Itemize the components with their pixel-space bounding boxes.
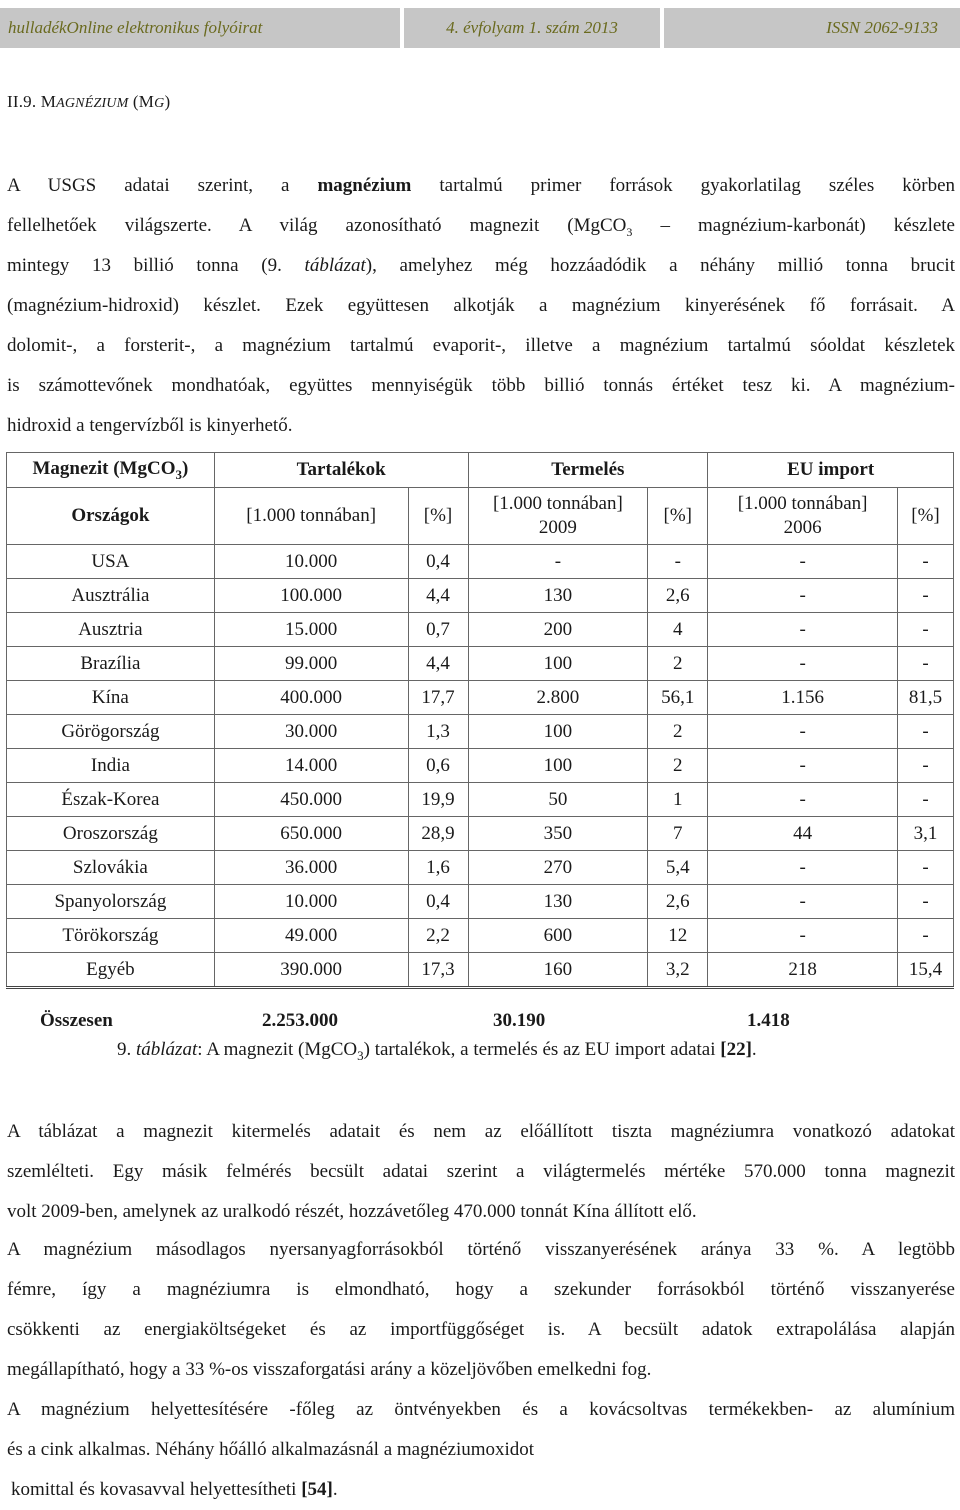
table-cell: - [897, 919, 953, 953]
table-cell: 450.000 [214, 783, 408, 817]
table-cell: 49.000 [214, 919, 408, 953]
paragraph-table-note [7, 1112, 955, 1232]
table-cell: - [897, 545, 953, 579]
table-cell: 218 [708, 953, 898, 988]
table-cell: 44 [708, 817, 898, 851]
table-cell: Egyéb [7, 953, 215, 988]
table-cell: Brazília [7, 647, 215, 681]
header-mineral: Magnezit (MgCO$_3$) [7, 453, 215, 488]
table-cell: - [708, 613, 898, 647]
section-number: II.9. [7, 92, 41, 111]
table-cell: - [468, 545, 648, 579]
table-cell: 10.000 [214, 885, 408, 919]
bold-term: magnézium [317, 175, 412, 196]
text-line: A USGS adatai szerint, a magnézium tartalmú primer források gyakorlatilag széles körben [7, 175, 955, 196]
table-cell: 36.000 [214, 851, 408, 885]
table-caption: 9. táblázat: A magnezit (MgCO$_3$) tartalékok, a termelés és az EU import adatai [22]. [117, 1039, 757, 1063]
table-cell: 28,9 [408, 817, 468, 851]
text-line: A magnézium helyettesítésére -főleg az öntvényekben és a kovácsoltvas termékekben- az alumínium [7, 1399, 955, 1420]
header-countries: Országok [7, 488, 215, 545]
table-cell: 100 [468, 749, 648, 783]
paragraph-intro [7, 166, 955, 446]
section-title-part: AGNÉZIUM [56, 96, 129, 111]
text-line: A magnézium másodlagos nyersanyagforrásokból történő visszanyerésének aránya 33 %. A legtöbb [7, 1239, 955, 1260]
text-line: fémre, így a magnéziumra is elmondható, hogy a szekunder forrásokból történő visszanyerése [7, 1279, 955, 1300]
paragraph-recycling [7, 1230, 955, 1390]
table-cell: 2,6 [648, 579, 708, 613]
table-row [7, 783, 954, 817]
table-cell: 99.000 [214, 647, 408, 681]
header-reserves-unit: [1.000 tonnában] [214, 488, 408, 545]
table-cell: 200 [468, 613, 648, 647]
table-cell: 100 [468, 715, 648, 749]
table-cell: - [897, 783, 953, 817]
table-cell: 50 [468, 783, 648, 817]
table-cell: 17,7 [408, 681, 468, 715]
text-line: fellelhetőek világszerte. A világ azonosítható magnezit (MgCO$_3$ – magnézium-karbonát) készlete [7, 215, 955, 239]
table-row [7, 749, 954, 783]
text-line: szemlélteti. Egy másik felmérés becsült adatai szerint a világtermelés mértéke 570.000 tonna magnezit [7, 1161, 955, 1182]
citation: [54] [301, 1479, 333, 1500]
header-import-unit: [1.000 tonnában] 2006 [708, 488, 898, 545]
table-header-row [7, 453, 954, 488]
header-eu-import: EU import [708, 453, 954, 488]
table-cell: USA [7, 545, 215, 579]
text-line: és a cink alkalmas. Néhány hőálló alkalmazásnál a magnéziumoxidot [7, 1439, 535, 1460]
table-cell: 2 [648, 749, 708, 783]
section-title-part: (M [128, 92, 155, 111]
table-row [7, 613, 954, 647]
table-cell: - [708, 715, 898, 749]
table-cell: 350 [468, 817, 648, 851]
table-cell: 2.800 [468, 681, 648, 715]
table-cell: 17,3 [408, 953, 468, 988]
table-cell: Törökország [7, 919, 215, 953]
total-label: Összesen [40, 1010, 113, 1031]
page-header [0, 8, 960, 48]
table-cell: Oroszország [7, 817, 215, 851]
table-cell: 600 [468, 919, 648, 953]
table-cell: - [708, 579, 898, 613]
text-line: megállapítható, hogy a 33 %-os visszaforgatási arány a közeljövőben emelkedni fog. [7, 1359, 652, 1380]
table-cell: 650.000 [214, 817, 408, 851]
table-cell: India [7, 749, 215, 783]
section-title-part: M [40, 92, 57, 111]
table-body [7, 545, 954, 988]
table-cell: 15,4 [897, 953, 953, 988]
table-cell: 0,4 [408, 545, 468, 579]
table-cell: 1.156 [708, 681, 898, 715]
table-cell: 2 [648, 647, 708, 681]
table-cell: - [897, 647, 953, 681]
table-cell: 130 [468, 885, 648, 919]
table-row [7, 953, 954, 988]
table-cell: 3,1 [897, 817, 953, 851]
text-line: dolomit-, a forsterit-, a magnézium tartalmú evaporit-, illetve a magnézium tartalmú sóoldat készletek [7, 335, 955, 356]
text-line: A táblázat a magnezit kitermelés adatait és nem az előállított tiszta magnéziumra vonatkozó adatokat [7, 1121, 955, 1142]
table-cell: Görögország [7, 715, 215, 749]
table-row [7, 545, 954, 579]
table-total-row [0, 1010, 960, 1034]
journal-name: hulladékOnline elektronikus folyóirat [0, 8, 400, 48]
table-row [7, 851, 954, 885]
table-cell: 81,5 [897, 681, 953, 715]
text-line: volt 2009-ben, amelynek az uralkodó részét, hozzávetőleg 470.000 tonnát Kína állított elő. [7, 1201, 697, 1222]
table-cell: 100 [468, 647, 648, 681]
table-cell: - [897, 579, 953, 613]
table-row [7, 715, 954, 749]
total-production: 30.190 [493, 1010, 546, 1031]
header-production: Termelés [468, 453, 708, 488]
table-cell: 4,4 [408, 579, 468, 613]
table-cell: 1 [648, 783, 708, 817]
table-cell: Ausztrália [7, 579, 215, 613]
table-cell: Spanyolország [7, 885, 215, 919]
table-cell: 56,1 [648, 681, 708, 715]
table-cell: 10.000 [214, 545, 408, 579]
table-subheader-row [7, 488, 954, 545]
table-cell: - [648, 545, 708, 579]
table-cell: - [708, 545, 898, 579]
table-cell: 14.000 [214, 749, 408, 783]
header-reserves-pct: [%] [408, 488, 468, 545]
section-title-part: G [154, 96, 165, 111]
table-cell: - [897, 715, 953, 749]
table-cell: 12 [648, 919, 708, 953]
table-cell: 4,4 [408, 647, 468, 681]
table-cell: 7 [648, 817, 708, 851]
text-line: (magnézium-hidroxid) készlet. Ezek együttesen alkotják a magnézium kinyerésének fő forrásait. A [7, 295, 955, 316]
header-import-pct: [%] [897, 488, 953, 545]
table-row [7, 647, 954, 681]
table-cell: 0,4 [408, 885, 468, 919]
table-row [7, 817, 954, 851]
table-row [7, 579, 954, 613]
table-cell: - [708, 749, 898, 783]
issue-info: 4. évfolyam 1. szám 2013 [404, 8, 660, 48]
table-row [7, 885, 954, 919]
header-production-pct: [%] [648, 488, 708, 545]
section-title [7, 92, 170, 112]
magnesite-table [6, 452, 954, 989]
table-cell: - [897, 851, 953, 885]
header-reserves: Tartalékok [214, 453, 468, 488]
table-cell: - [897, 613, 953, 647]
table-cell: Ausztria [7, 613, 215, 647]
text-line: is számottevőnek mondhatóak, együttes mennyiségük több billió tonnás értéket tesz ki. A magnézium- [7, 375, 955, 396]
total-reserves: 2.253.000 [262, 1010, 338, 1031]
table-cell: 2 [648, 715, 708, 749]
table-cell: 270 [468, 851, 648, 885]
table-cell: - [708, 885, 898, 919]
table-cell: 1,3 [408, 715, 468, 749]
table-cell: 2,2 [408, 919, 468, 953]
table-cell: 390.000 [214, 953, 408, 988]
text-line: csökkenti az energiaköltségeket és az importfüggőséget is. A becsült adatok extrapolálása alapján [7, 1319, 955, 1340]
table-cell: Szlovákia [7, 851, 215, 885]
text-line: mintegy 13 billió tonna (9. táblázat), amelyhez még hozzáadódik a néhány millió tonna brucit [7, 255, 955, 276]
table-cell: - [708, 783, 898, 817]
table-cell: 15.000 [214, 613, 408, 647]
table-cell: 4 [648, 613, 708, 647]
table-cell: Észak-Korea [7, 783, 215, 817]
section-title-part: ) [164, 92, 171, 111]
table-cell: 0,6 [408, 749, 468, 783]
table-cell: 100.000 [214, 579, 408, 613]
table-cell: 1,6 [408, 851, 468, 885]
table-cell: 3,2 [648, 953, 708, 988]
table-reference: táblázat [304, 255, 366, 276]
table-cell: 5,4 [648, 851, 708, 885]
header-production-unit: [1.000 tonnában] 2009 [468, 488, 648, 545]
table-cell: - [897, 749, 953, 783]
table-row [7, 919, 954, 953]
citation: [22] [720, 1039, 752, 1060]
table-cell: 30.000 [214, 715, 408, 749]
table-cell: 160 [468, 953, 648, 988]
text-line: hidroxid a tengervízből is kinyerhető. [7, 415, 293, 436]
table-cell: 400.000 [214, 681, 408, 715]
table-cell: 2,6 [648, 885, 708, 919]
table-cell: Kína [7, 681, 215, 715]
table-cell: 0,7 [408, 613, 468, 647]
total-import: 1.418 [747, 1010, 790, 1031]
table-cell: - [708, 919, 898, 953]
table-cell: 19,9 [408, 783, 468, 817]
paragraph-substitution-end: komittal és kovasavval helyettesítheti [54]. [11, 1479, 338, 1500]
paragraph-substitution [7, 1390, 955, 1470]
table-row [7, 681, 954, 715]
table-cell: - [708, 851, 898, 885]
table-cell: - [708, 647, 898, 681]
table-cell: - [897, 885, 953, 919]
issn: ISSN 2062-9133 [664, 8, 960, 48]
table-cell: 130 [468, 579, 648, 613]
